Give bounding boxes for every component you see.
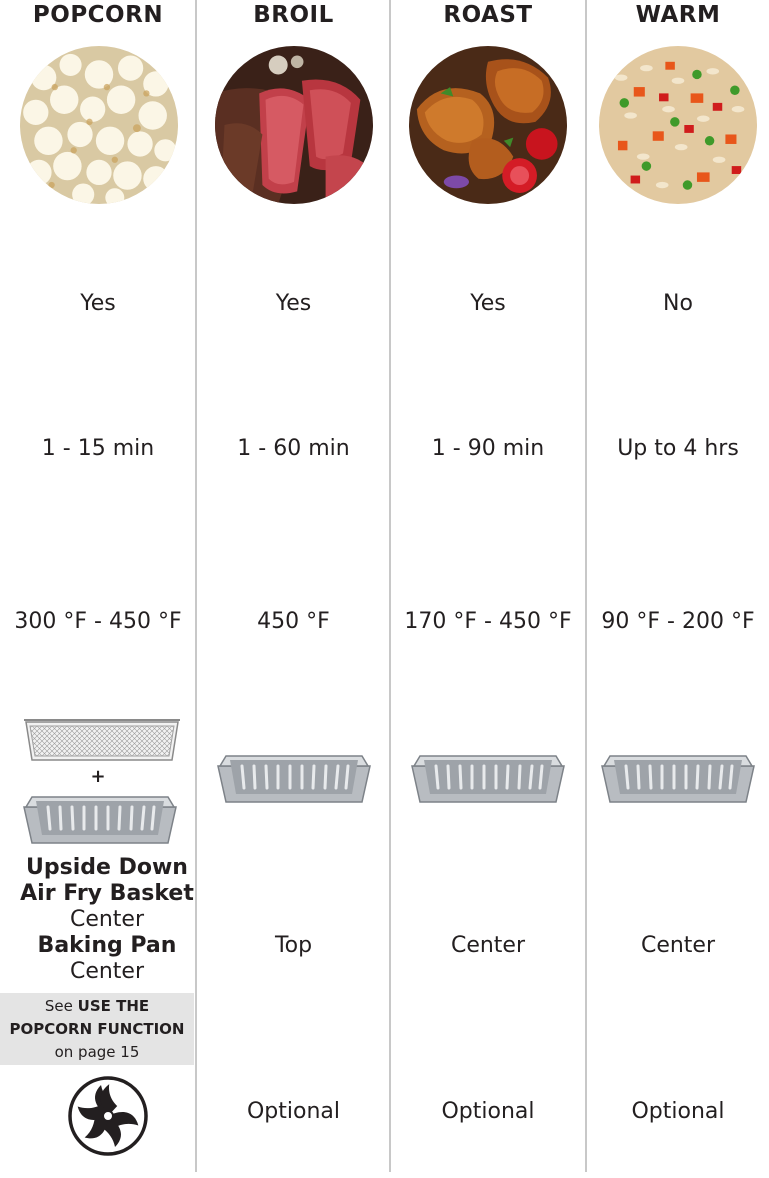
rack-position-value: Center <box>450 933 526 958</box>
convection-fan-value: Optional <box>631 1099 725 1124</box>
baking-pan-icon <box>600 752 756 806</box>
note-text: See <box>44 997 73 1015</box>
column-header: BROIL <box>253 2 334 28</box>
convection-fan-value: Optional <box>246 1099 341 1124</box>
cook-time-value: 1 - 15 min <box>41 436 155 461</box>
popcorn-function-note <box>0 993 194 1065</box>
preheat-value: Yes <box>275 291 312 316</box>
temperature-range-value: 300 °F - 450 °F <box>14 609 182 634</box>
column-header: WARM <box>635 2 721 28</box>
popcorn-photo <box>20 46 178 204</box>
temperature-range-value: 170 °F - 450 °F <box>404 609 572 634</box>
temperature-range-value: 450 °F <box>257 609 330 634</box>
convection-fan-icon <box>67 1075 149 1157</box>
cook-time-value: 1 - 90 min <box>431 436 545 461</box>
rack-position-popcorn <box>0 855 214 985</box>
preheat-value: Yes <box>80 291 116 316</box>
position-line: Baking Pan <box>37 933 177 958</box>
note-bold-text: POPCORN FUNCTION <box>9 1020 185 1038</box>
rack-position-value: Top <box>274 933 313 958</box>
baking-pan-icon <box>22 793 178 847</box>
preheat-value: Yes <box>470 291 506 316</box>
position-line: Upside Down <box>26 855 188 880</box>
temperature-range-value: 90 °F - 200 °F <box>601 609 755 634</box>
preheat-value: No <box>663 291 693 316</box>
note-bold-text: USE THE <box>77 997 150 1015</box>
position-line: Center <box>69 907 145 932</box>
baking-pan-icon <box>216 752 372 806</box>
accessory-plus-sign: + <box>90 766 106 787</box>
column-header: ROAST <box>443 2 533 28</box>
column-broil <box>198 0 389 1178</box>
roast-beef-photo <box>215 46 373 204</box>
column-header: POPCORN <box>32 2 164 28</box>
cook-time-value: 1 - 60 min <box>237 436 350 461</box>
note-page-ref: on page 15 <box>54 1043 140 1061</box>
cook-time-value: Up to 4 hrs <box>617 436 739 461</box>
air-fry-basket-icon <box>22 716 182 766</box>
baking-pan-icon <box>410 752 566 806</box>
position-line: Center <box>69 959 145 984</box>
column-popcorn <box>0 0 196 1178</box>
column-warm <box>587 0 769 1178</box>
fried-rice-photo <box>599 46 757 204</box>
roast-chicken-photo <box>409 46 567 204</box>
rack-position-value: Center <box>640 933 716 958</box>
position-line: Air Fry Basket <box>20 881 194 906</box>
column-roast <box>391 0 585 1178</box>
convection-fan-value: Optional <box>441 1099 535 1124</box>
